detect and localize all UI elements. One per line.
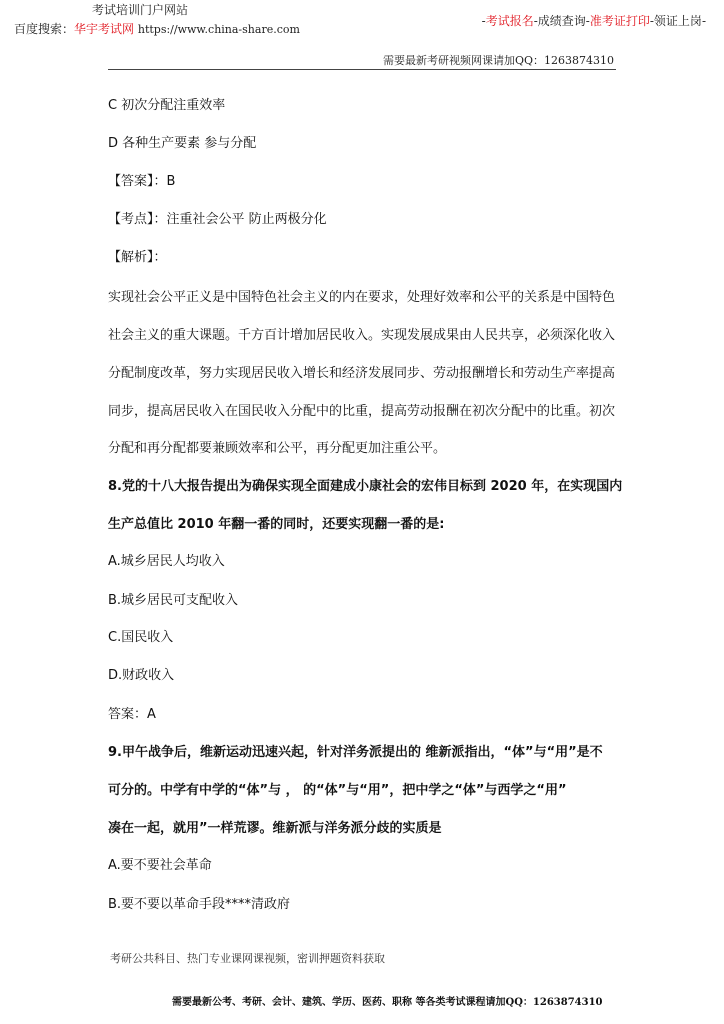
q9-option: B.要不要以革命手段****清政府 — [108, 897, 291, 912]
question-8-line: 生产总值比 2010 年翻一番的同时，还要实现翻一番的是: — [108, 517, 445, 532]
q8-option: B.城乡居民可支配收入 — [108, 593, 239, 608]
header-search-line — [14, 20, 300, 37]
q8-answer: 答案：A — [108, 707, 156, 722]
analysis-line: 实现社会公平正义是中国特色社会主义的内在要求，处理好效率和公平的关系是中国特色 — [108, 290, 616, 305]
header-links — [482, 12, 706, 29]
certificate-link[interactable]: 领证上岗 — [653, 14, 702, 28]
footer-note: 考研公共科目、热门专业课网课视频，密训押题资料获取 — [110, 952, 385, 965]
q9-option: A.要不要社会革命 — [108, 858, 212, 873]
answer-line: 【答案】：B — [108, 174, 176, 189]
admission-print-link[interactable]: 准考证打印 — [589, 14, 650, 28]
question-9-line: 凑在一起，就用”一样荒谬。维新派与洋务派分歧的实质是 — [108, 821, 442, 836]
q8-option: A.城乡居民人均收入 — [108, 554, 225, 569]
option-d: D 各种生产要素 参与分配 — [108, 136, 257, 151]
header-site-name: 考试培训门户网站 — [92, 3, 189, 17]
analysis-label: 【解析】： — [108, 250, 167, 265]
exam-signup-link[interactable]: 考试报名 — [485, 14, 534, 28]
footer-promo: 需要最新公考、考研、会计、建筑、学历、医药、职称 等各类考试课程请加QQ：1263874310 — [172, 997, 603, 1008]
search-label: 百度搜索： — [14, 22, 75, 36]
header-qq-notice: 需要最新考研视频网课请加QQ：1263874310 — [382, 54, 614, 67]
option-c: C 初次分配注重效率 — [108, 98, 226, 113]
analysis-line: 分配制度改革，努力实现居民收入增长和经济发展同步、劳动报酬增长和劳动生产率提高 — [108, 366, 616, 381]
question-9-line: 9.甲午战争后，维新运动迅速兴起，针对洋务派提出的 维新派指出，“体”与“用”是不 — [108, 745, 603, 760]
score-query-link[interactable]: 成绩查询 — [537, 14, 586, 28]
site-url-link[interactable]: https://www.china-share.com — [137, 23, 300, 36]
analysis-line: 同步，提高居民收入在国民收入分配中的比重，提高劳动报酬在初次分配中的比重。初次 — [108, 404, 616, 419]
link-separator: - — [533, 14, 538, 28]
link-separator: - — [701, 14, 706, 28]
brand-link[interactable]: 华宇考试网 — [74, 22, 135, 36]
analysis-line: 社会主义的重大课题。千方百计增加居民收入。实现发展成果由人民共享，必须深化收入 — [108, 328, 616, 343]
question-8-line: 8.党的十八大报告提出为确保实现全面建成小康社会的宏伟目标到 2020 年，在实现国内 — [108, 479, 623, 494]
link-separator: - — [585, 14, 590, 28]
keypoint-line: 【考点】：注重社会公平 防止两极分化 — [108, 212, 327, 227]
analysis-line: 分配和再分配都要兼顾效率和公平，再分配更加注重公平。 — [108, 441, 447, 456]
link-separator: - — [481, 14, 486, 28]
question-9-line: 可分的。中学有中学的“体”与 ， 的“体”与“用”，把中学之“体”与西学之“用” — [108, 783, 567, 798]
q8-option: D.财政收入 — [108, 668, 175, 683]
link-separator: - — [649, 14, 654, 28]
header-divider — [108, 69, 616, 70]
q8-option: C.国民收入 — [108, 630, 174, 645]
